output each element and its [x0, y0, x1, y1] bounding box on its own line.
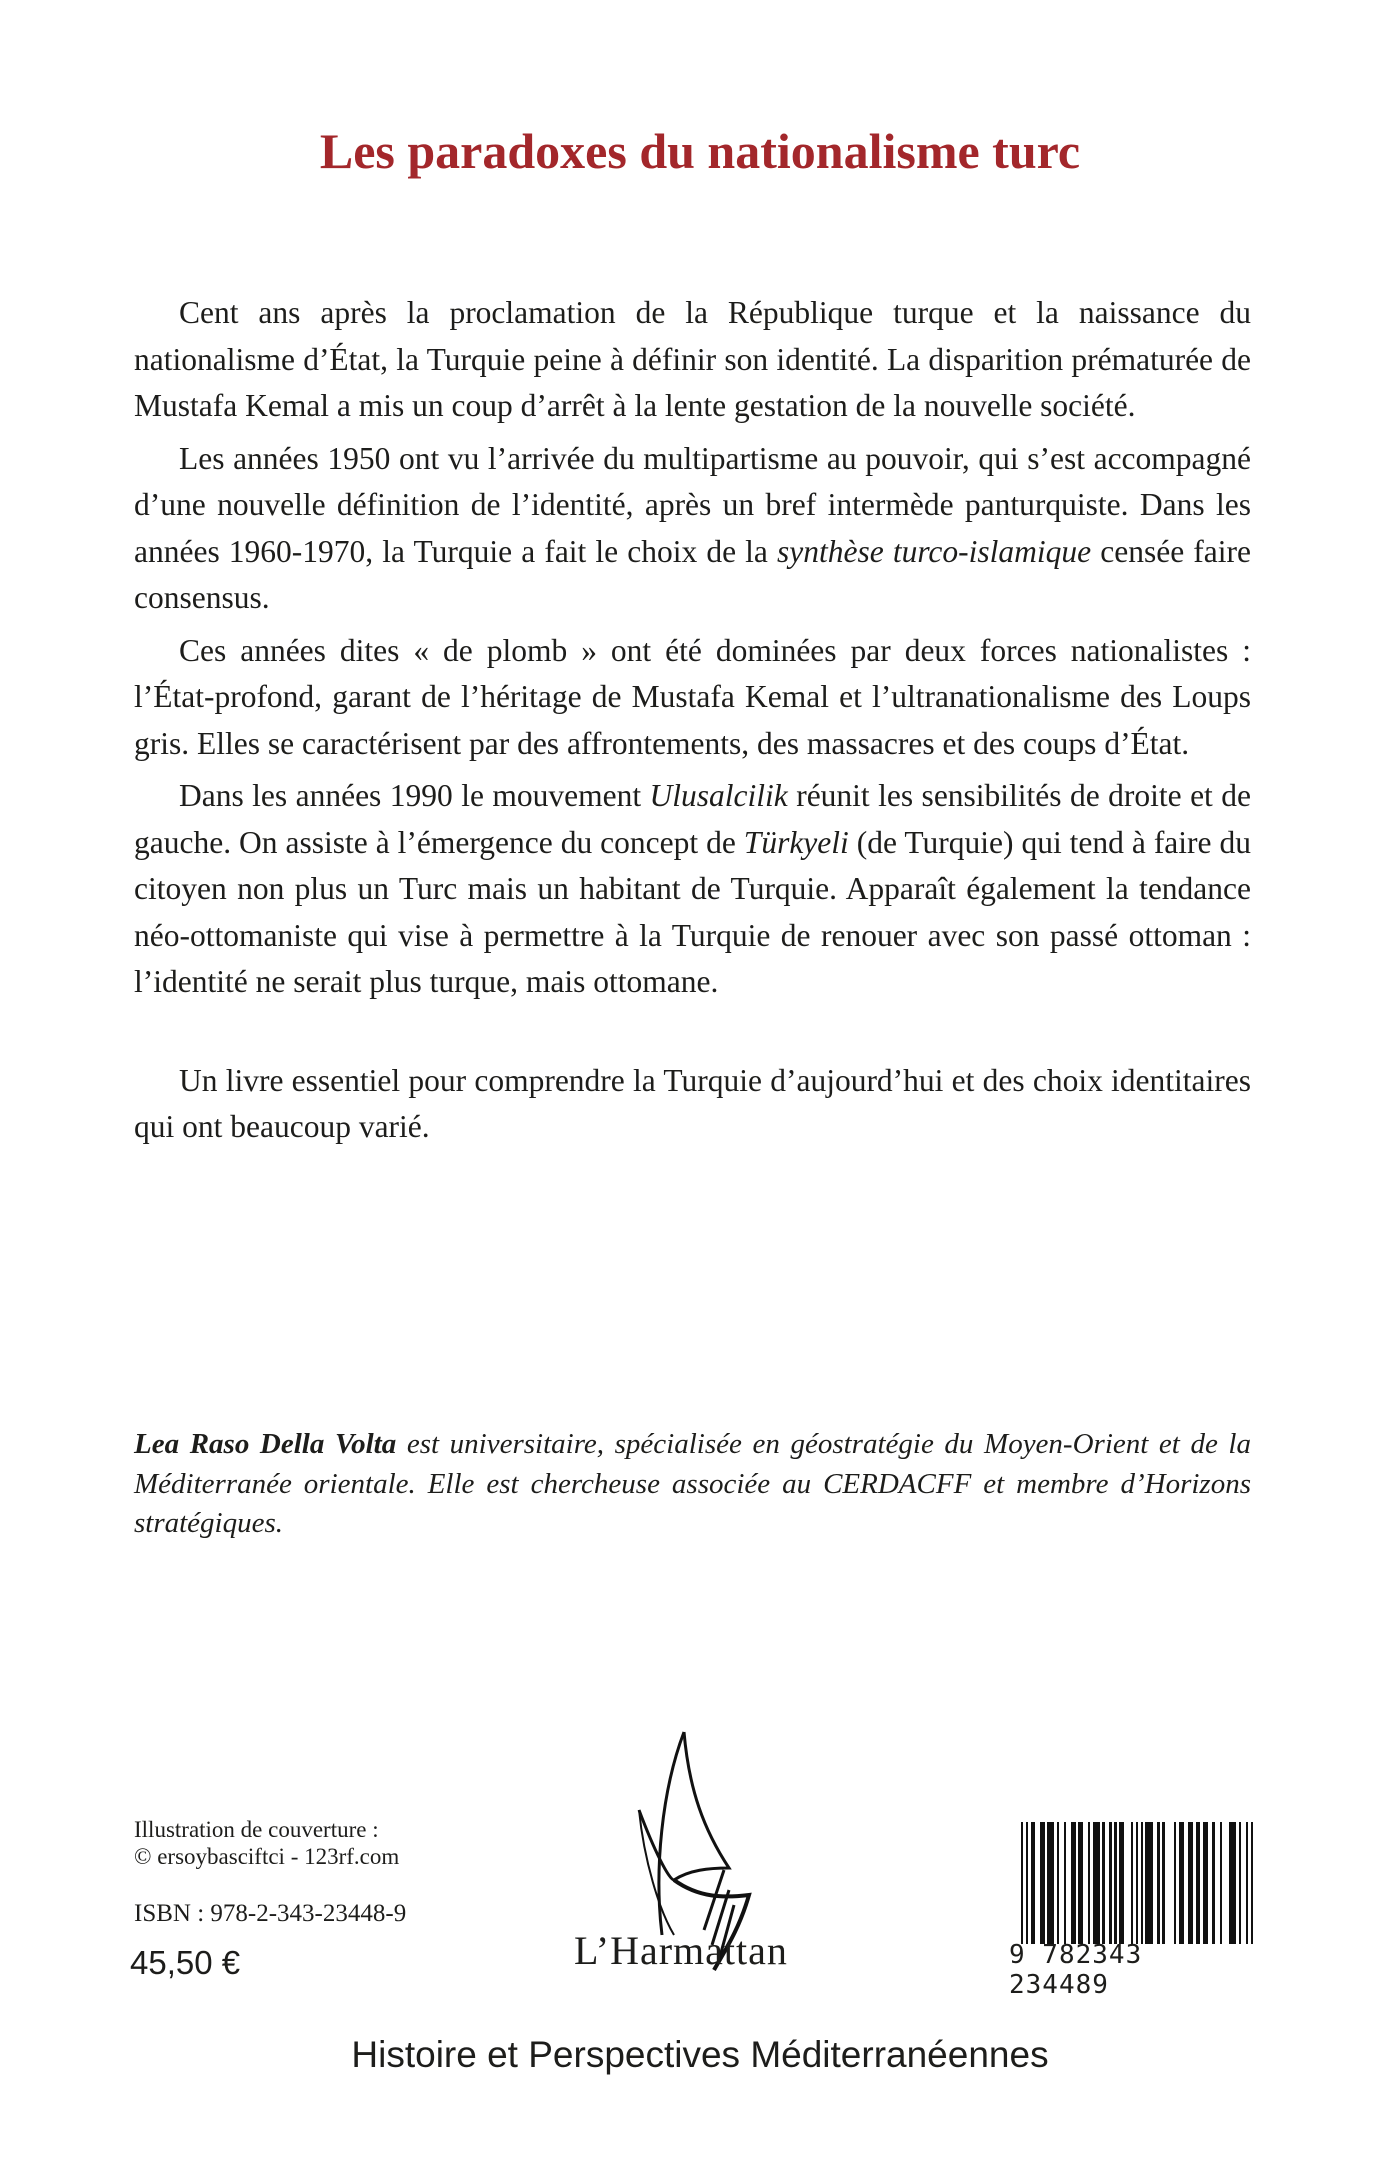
author-name: Lea Raso Della Volta — [134, 1428, 397, 1460]
emphasis: synthèse turco-islamique — [777, 533, 1092, 569]
barcode-bar — [1081, 1822, 1083, 1944]
text: réunit les sensibilités de droite et de gauche. On assiste à l’émergence du concept de — [134, 778, 1251, 860]
book-title: Les paradoxes du nationalisme turc — [319, 122, 1081, 179]
barcode-bar — [1220, 1822, 1222, 1944]
barcode-bar — [1239, 1822, 1241, 1944]
publisher-logo — [574, 1730, 814, 1980]
barcode-bar — [1057, 1822, 1059, 1944]
blurb-paragraph-2 — [134, 436, 1251, 622]
barcode-bar — [1088, 1822, 1090, 1944]
barcode-bar — [1098, 1822, 1100, 1944]
barcode-bar — [1198, 1822, 1200, 1944]
barcode-bar — [1102, 1822, 1104, 1944]
barcode-bar — [1191, 1822, 1193, 1944]
publisher-name: L’Harmattan — [574, 1928, 788, 1973]
barcode-bars — [1021, 1822, 1253, 1944]
blurb — [134, 290, 1251, 1157]
bio-text: est universitaire, spécialisée en géostratégie du Moyen-Orient et de la Méditerranée orientale. Elle est chercheuse associée au CERDACFF et membre d’Horizons stratégiques. — [134, 1428, 1251, 1539]
barcode-bar — [1052, 1822, 1054, 1944]
isbn: ISBN : 978-2-343-23448-9 — [134, 1900, 407, 1927]
barcode-bar — [1157, 1822, 1159, 1944]
isbn-barcode — [1009, 1822, 1254, 2000]
text: Cent ans après la proclamation de la République turque et la naissance du nationalisme d’État, la Turquie peine à définir son identité. La disparition prématurée de Mustafa Kemal a mis un coup d’arrêt à la lente gestation de la nouvelle société. — [134, 295, 1251, 423]
barcode-bar — [1205, 1822, 1207, 1944]
credits-line-2: © ersoybasciftci - 123rf.com — [134, 1844, 400, 1869]
text: Dans les années 1990 le mouvement — [179, 778, 650, 813]
text: Les années 1950 ont vu l’arrivée du multipartisme au pouvoir, qui s’est accompagné d’une nouvelle définition de l’identité, après un bref intermède panturquiste. Dans les années 1960-1970, la Turquie a fait le choix de la — [134, 440, 1251, 569]
barcode-bar — [1246, 1822, 1248, 1944]
barcode-bar — [1064, 1822, 1066, 1944]
emphasis: Türkyeli — [743, 824, 849, 860]
text: Un livre essentiel pour comprendre la Turquie d’aujourd’hui et des choix identitaires qui ont beaucoup varié. — [134, 1062, 1251, 1144]
series-title: Histoire et Perspectives Méditerranéennes — [351, 2034, 1049, 2075]
cover-credits — [134, 1816, 399, 1870]
text: censée faire consensus. — [134, 533, 1251, 615]
blurb-paragraph-3 — [134, 628, 1251, 768]
barcode-bar — [1033, 1822, 1035, 1944]
barcode-bar — [1131, 1822, 1133, 1944]
blurb-paragraph-1 — [134, 290, 1251, 430]
barcode-bar — [1162, 1822, 1164, 1944]
barcode-bar — [1074, 1822, 1076, 1944]
barcode-bar — [1251, 1822, 1253, 1944]
barcode-bar — [1109, 1822, 1111, 1944]
credits-line-1: Illustration de couverture : — [134, 1817, 379, 1842]
barcode-bar — [1114, 1822, 1116, 1944]
text: (de Turquie) qui tend à faire du citoyen non plus un Turc mais un habitant de Turquie. Apparaît également la tendance néo-ottomaniste qui vise à permettre à la Turquie de renouer avec son passé ottoman : l’identité ne serait plus turque, mais ottomane. — [134, 824, 1251, 999]
price: 45,50 € — [130, 1944, 241, 1981]
barcode-digits: 9 782343 234489 — [1009, 1940, 1143, 2000]
blurb-paragraph-4 — [134, 773, 1251, 1006]
barcode-bar — [1234, 1822, 1236, 1944]
blurb-paragraph-5 — [134, 1058, 1251, 1151]
barcode-bar — [1181, 1822, 1183, 1944]
barcode-bar — [1174, 1822, 1176, 1944]
barcode-bar — [1150, 1822, 1152, 1944]
emphasis: Ulusalcilik — [649, 778, 788, 813]
text: Ces années dites « de plomb » ont été dominées par deux forces nationalistes : l’État-profond, garant de l’héritage de Mustafa Kemal et l’ultranationalisme des Loups gris. Elles se caractérisent par des affrontements, des massacres et des coups d’État. — [134, 632, 1251, 761]
barcode-bar — [1121, 1822, 1123, 1944]
barcode-bar — [1026, 1822, 1028, 1944]
author-bio — [134, 1425, 1251, 1544]
barcode-bar — [1141, 1822, 1143, 1944]
barcode-bar — [1212, 1822, 1214, 1944]
barcode-bar — [1043, 1822, 1045, 1944]
barcode-bar — [1021, 1822, 1023, 1944]
barcode-bar — [1136, 1822, 1138, 1944]
